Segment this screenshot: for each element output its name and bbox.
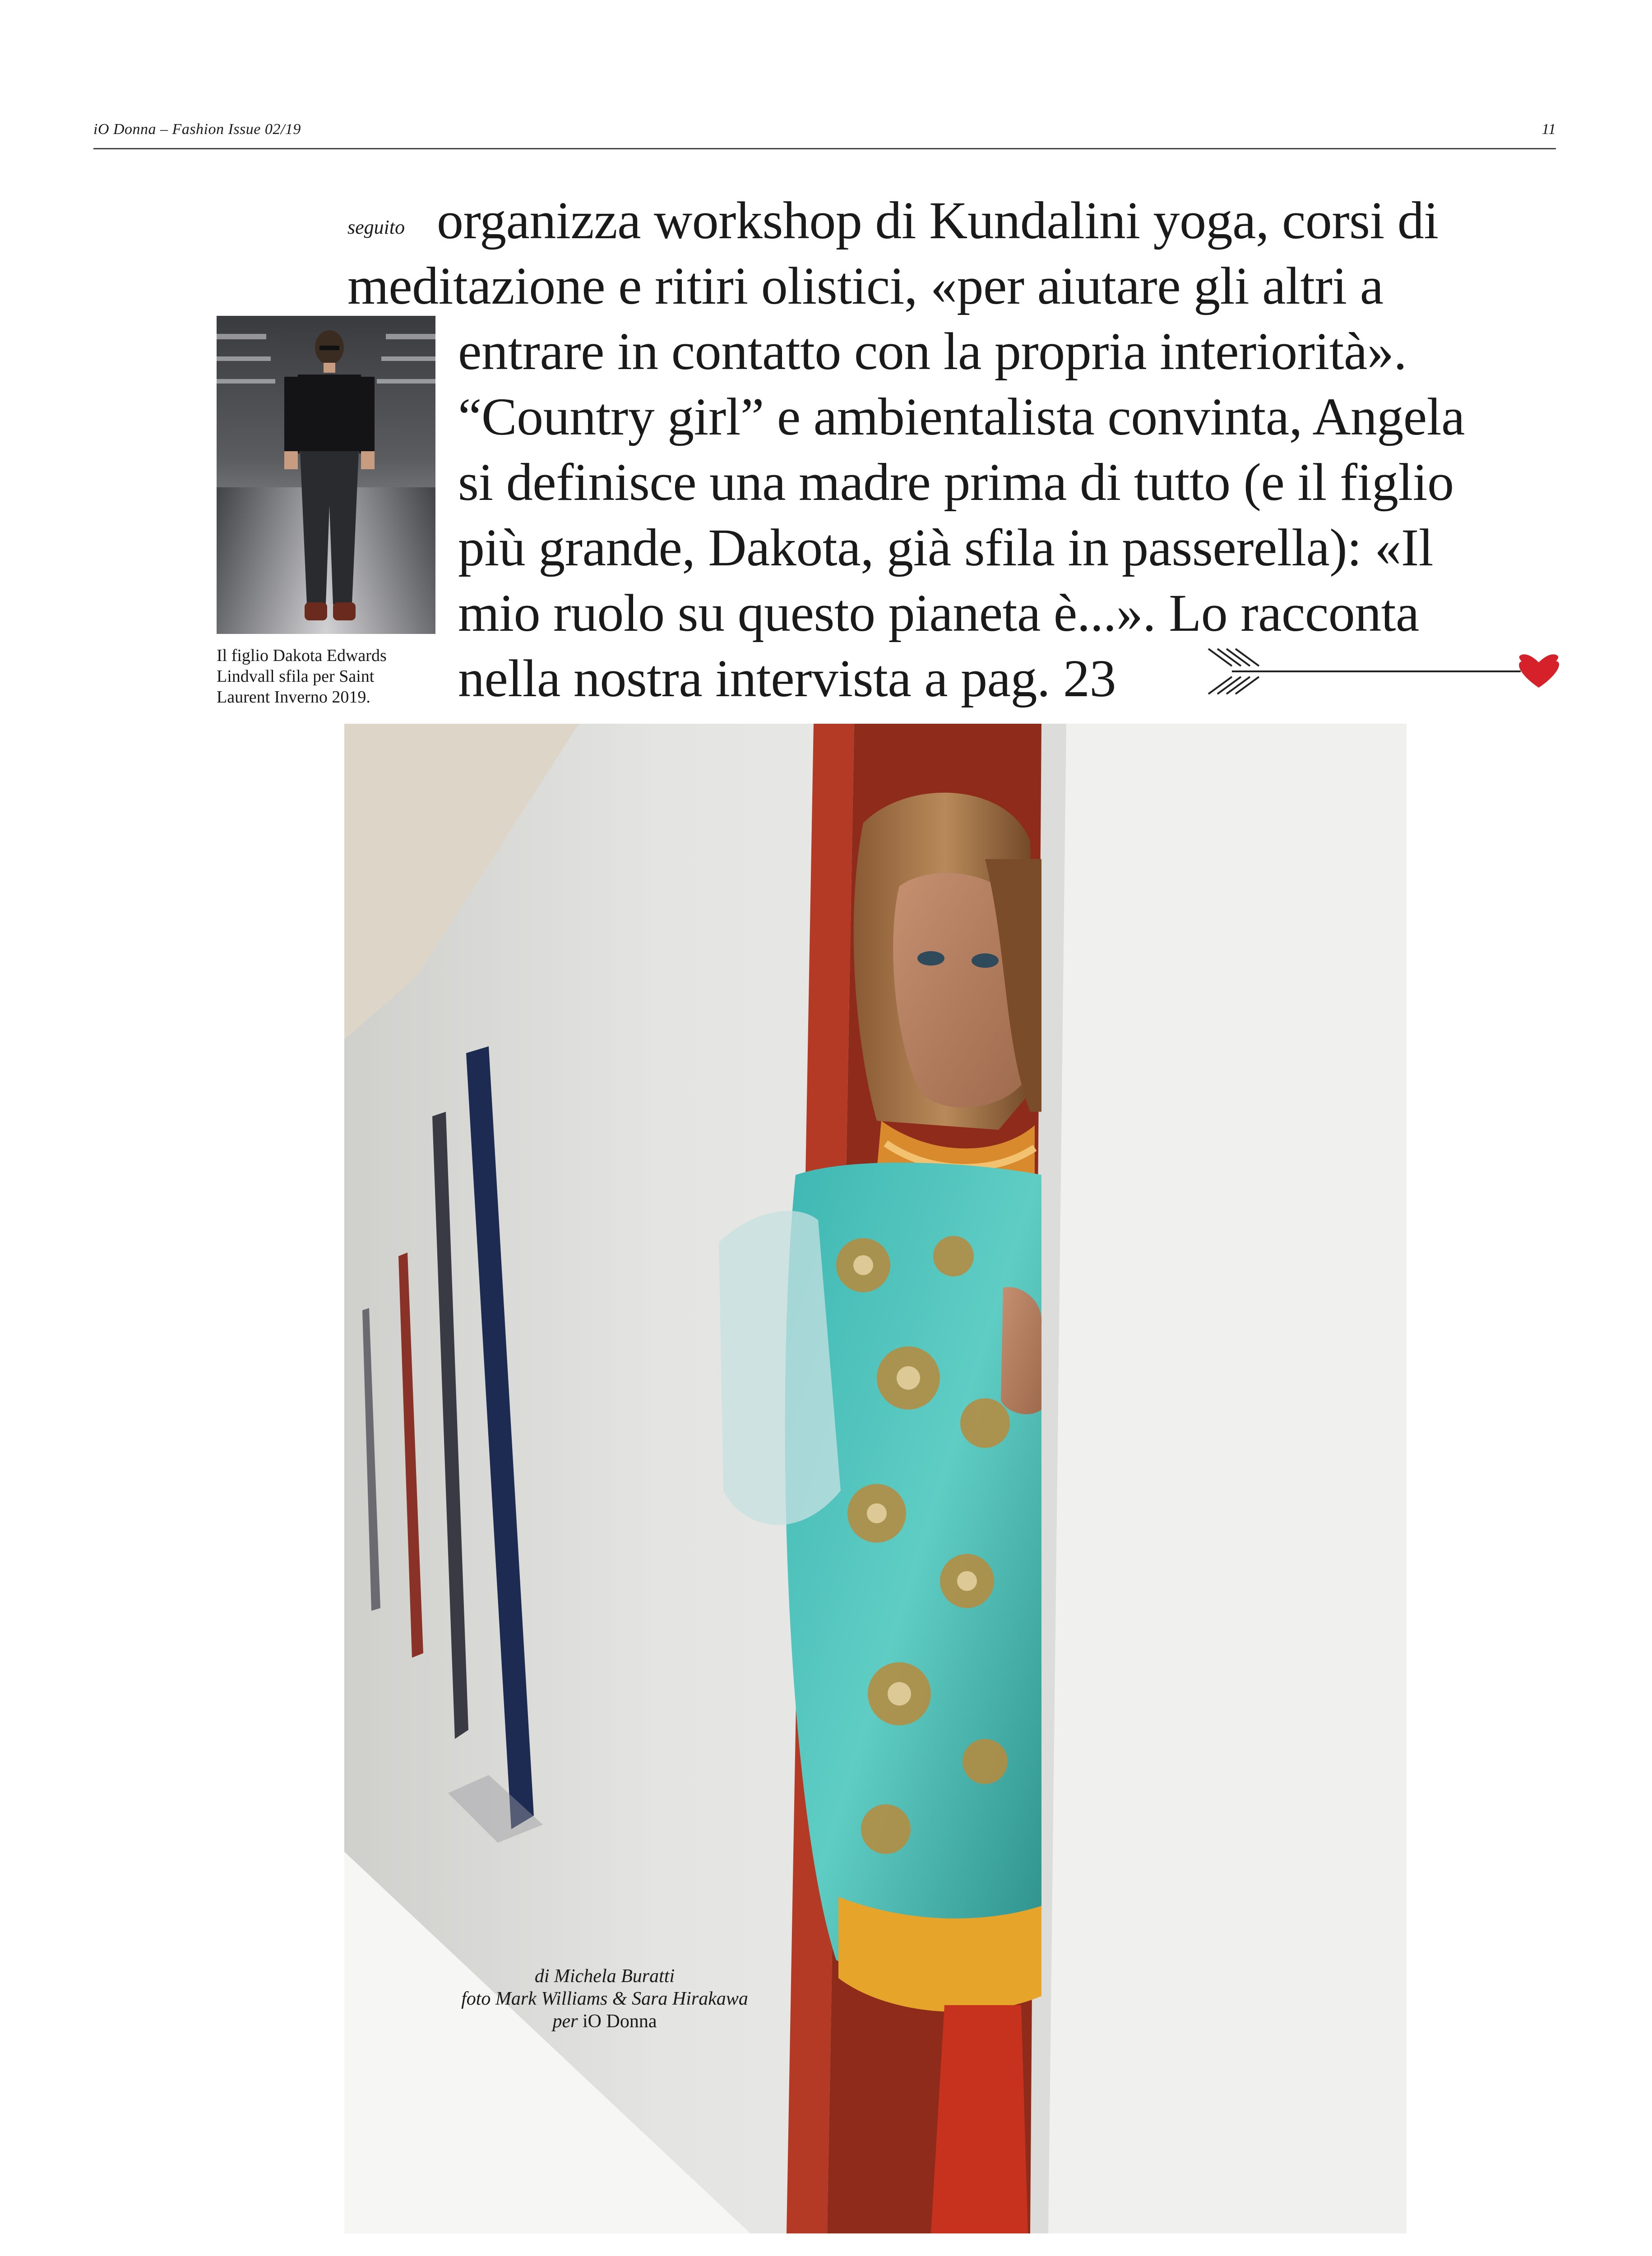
article-line-8: nella nostra intervista a pag. 23 (458, 649, 1116, 708)
article-line-4: “Country girl” e ambientalista convinta, Angela (458, 387, 1465, 446)
thumbnail-caption-line: Lindvall sfila per Saint (217, 667, 375, 686)
heart-arrow-icon (1205, 640, 1561, 703)
page-number: 11 (1541, 121, 1556, 138)
article-line-5: si definisce una madre prima di tutto (e il figlio (458, 453, 1454, 512)
runway-thumbnail (217, 316, 435, 634)
photo-credits (415, 1965, 794, 2033)
thumbnail-caption (217, 645, 433, 707)
header-divider (93, 148, 1556, 149)
credit-per: per (552, 2011, 578, 2032)
thumbnail-caption-line: Laurent Inverno 2019. (217, 688, 370, 707)
credit-publication (415, 2010, 794, 2033)
lead-word: seguito (347, 216, 405, 238)
credit-photographers: foto Mark Williams & Sara Hirakawa (461, 1988, 748, 2009)
running-header-publication: iO Donna – Fashion Issue 02/19 (93, 121, 301, 138)
thumbnail-caption-line: Il figlio Dakota Edwards (217, 646, 387, 665)
credit-author: di Michela Buratti (534, 1966, 675, 1987)
article-line-7: mio ruolo su questo pianeta è...». Lo racconta (458, 583, 1419, 643)
article-line-1: organizza workshop di Kundalini yoga, corsi di (437, 191, 1439, 250)
article-line-3: entrare in contatto con la propria interiorità». (458, 322, 1407, 381)
article-line-2: meditazione e ritiri olistici, «per aiutare gli altri a (347, 256, 1384, 315)
credit-magazine: iO Donna (583, 2011, 657, 2032)
article-line-6: più grande, Dakota, già sfila in passerella): «Il (458, 518, 1434, 577)
